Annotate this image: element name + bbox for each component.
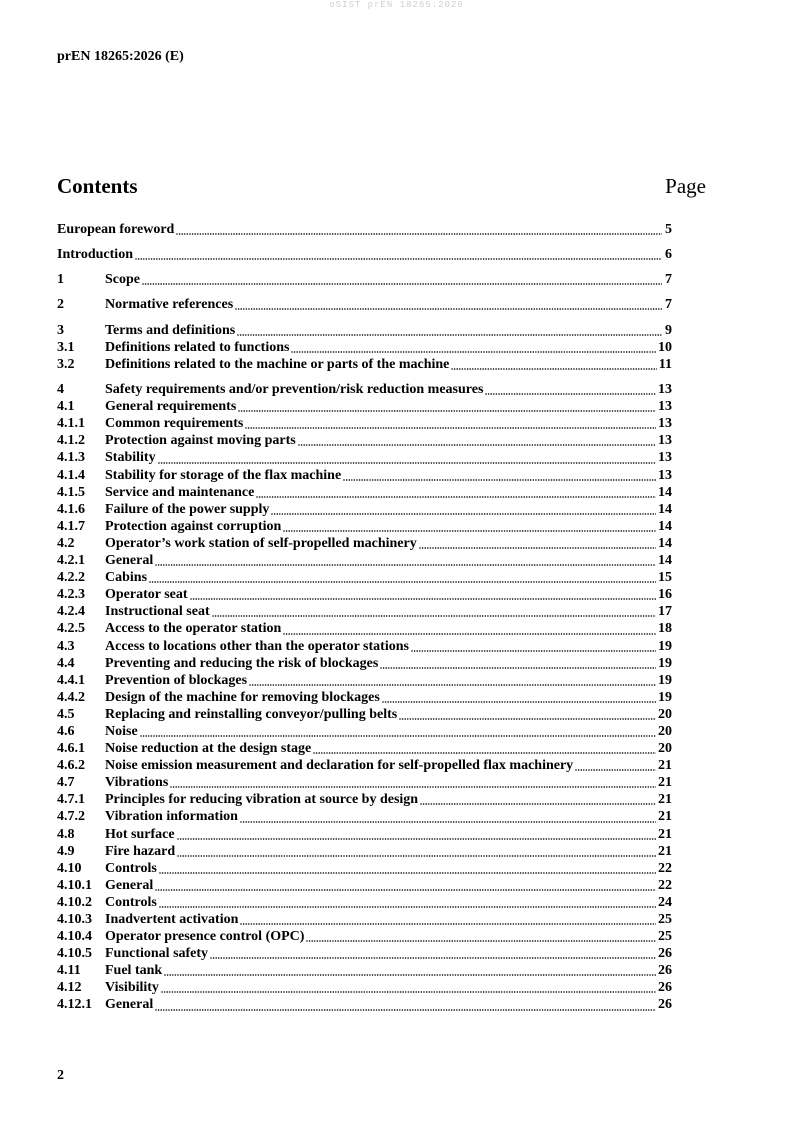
- page-column-label: Page: [665, 174, 706, 198]
- toc-entry[interactable]: [57, 381, 672, 398]
- toc-entry-title: Operator’s work station of self-propelled machinery: [105, 535, 417, 551]
- toc-dot-leader: [190, 586, 656, 603]
- toc-entry[interactable]: [57, 706, 672, 723]
- toc-entry[interactable]: [57, 603, 672, 620]
- toc-entry-title: Hot surface: [105, 826, 175, 842]
- toc-entry-title: Definitions related to functions: [105, 339, 290, 355]
- toc-dot-leader: [235, 296, 662, 313]
- toc-entry-page: 20: [658, 723, 672, 739]
- toc-entry-title: Prevention of blockages: [105, 672, 248, 688]
- toc-dot-leader: [298, 432, 656, 449]
- toc-entry-title: Preventing and reducing the risk of blockages: [105, 655, 379, 671]
- toc-entry-number: 2: [57, 297, 64, 313]
- toc-entry-title: Access to locations other than the operator stations: [105, 638, 409, 654]
- toc-entry[interactable]: [57, 518, 672, 535]
- toc-entry-page: 14: [658, 501, 672, 517]
- toc-dot-leader: [283, 620, 656, 637]
- toc-entry-number: 4.7: [57, 775, 75, 791]
- toc-entry-number: 4.1.3: [57, 450, 85, 466]
- toc-entry-page: 24: [658, 894, 672, 910]
- toc-entry[interactable]: [57, 894, 672, 911]
- toc-entry-number: 4.1.2: [57, 433, 85, 449]
- toc-dot-leader: [140, 723, 656, 740]
- toc-entry-title: Terms and definitions: [105, 322, 236, 338]
- toc-entry-title: Design of the machine for removing blockages: [105, 689, 380, 705]
- toc-dot-leader: [399, 706, 656, 723]
- toc-dot-leader: [343, 467, 656, 484]
- toc-entry-number: 4.2.2: [57, 570, 85, 586]
- toc-dot-leader: [155, 877, 656, 894]
- toc-entry-number: 4.2.3: [57, 587, 85, 603]
- toc-entry-page: 20: [658, 741, 672, 757]
- toc-entry-title: Vibrations: [105, 775, 169, 791]
- toc-entry[interactable]: [57, 808, 672, 825]
- toc-entry-page: 26: [658, 980, 672, 996]
- toc-entry-title: Failure of the power supply: [105, 501, 270, 517]
- toc-entry-number: 4.10.5: [57, 946, 92, 962]
- toc-entry-number: 4.7.2: [57, 809, 85, 825]
- toc-entry-title: Vibration information: [105, 809, 238, 825]
- toc-entry[interactable]: [57, 296, 672, 313]
- toc-entry-page: 21: [658, 775, 672, 791]
- toc-entry-number: 4.4: [57, 655, 75, 671]
- toc-dot-leader: [158, 449, 656, 466]
- toc-dot-leader: [313, 740, 656, 757]
- toc-entry-page: 7: [665, 272, 672, 288]
- toc-entry-title: General requirements: [105, 399, 237, 415]
- toc-entry-title: Stability: [105, 450, 156, 466]
- toc-dot-leader: [451, 356, 656, 373]
- toc-entry-page: 22: [658, 877, 672, 893]
- toc-entry-number: 4.10.1: [57, 877, 92, 893]
- toc-entry[interactable]: [57, 398, 672, 415]
- toc-entry-page: 6: [665, 246, 672, 262]
- footer-page-number: 2: [57, 1068, 64, 1083]
- toc-dot-leader: [240, 911, 656, 928]
- toc-entry-title: Visibility: [105, 980, 159, 996]
- toc-entry-number: 4.4.2: [57, 689, 85, 705]
- toc-entry-page: 25: [658, 929, 672, 945]
- toc-dot-leader: [306, 928, 656, 945]
- toc-entry[interactable]: [57, 322, 672, 339]
- toc-entry-number: 4.10.2: [57, 894, 92, 910]
- toc-entry-title: Protection against corruption: [105, 518, 282, 534]
- toc-entry-page: 21: [658, 792, 672, 808]
- toc-entry-page: 14: [658, 553, 672, 569]
- toc-entry-number: 4.1.1: [57, 416, 85, 432]
- toc-entry-title: Controls: [105, 894, 157, 910]
- toc-entry-page: 14: [658, 518, 672, 534]
- toc-entry[interactable]: [57, 774, 672, 791]
- toc-entry[interactable]: [57, 415, 672, 432]
- toc-entry-number: 4.2.5: [57, 621, 85, 637]
- toc-entry-title: Noise reduction at the design stage: [105, 741, 312, 757]
- toc-entry[interactable]: [57, 791, 672, 808]
- toc-entry[interactable]: [57, 638, 672, 655]
- toc-dot-leader: [155, 552, 656, 569]
- toc-entry-number: 3: [57, 322, 64, 338]
- toc-entry-page: 7: [665, 297, 672, 313]
- toc-entry[interactable]: [57, 877, 672, 894]
- toc-entry[interactable]: [57, 246, 672, 263]
- toc-entry-title: Access to the operator station: [105, 621, 282, 637]
- toc-entry-title: Service and maintenance: [105, 484, 255, 500]
- toc-entry-number: 4.3: [57, 638, 75, 654]
- toc-entry-page: 9: [665, 322, 672, 338]
- toc-entry-number: 4.6.1: [57, 741, 85, 757]
- toc-entry-title: Common requirements: [105, 416, 244, 432]
- toc-entry-title: European foreword: [57, 221, 175, 237]
- toc-entry-title: Controls: [105, 860, 157, 876]
- toc-dot-leader: [240, 808, 656, 825]
- toc-dot-leader: [256, 484, 656, 501]
- toc-dot-leader: [419, 535, 656, 552]
- toc-dot-leader: [245, 415, 656, 432]
- toc-dot-leader: [291, 339, 656, 356]
- toc-entry-number: 4.1: [57, 399, 75, 415]
- toc-entry[interactable]: [57, 467, 672, 484]
- toc-entry[interactable]: [57, 911, 672, 928]
- toc-entry-page: 19: [658, 655, 672, 671]
- document-identifier: prEN 18265:2026 (E): [57, 49, 184, 64]
- toc-entry-page: 5: [665, 221, 672, 237]
- toc-entry-page: 13: [658, 467, 672, 483]
- toc-dot-leader: [176, 221, 662, 238]
- toc-entry-title: Safety requirements and/or prevention/risk reduction measures: [105, 382, 484, 398]
- toc-dot-leader: [159, 860, 656, 877]
- toc-entry-page: 26: [658, 946, 672, 962]
- toc-entry-page: 14: [658, 535, 672, 551]
- toc-entry-page: 13: [658, 416, 672, 432]
- toc-entry[interactable]: [57, 484, 672, 501]
- toc-entry[interactable]: [57, 757, 672, 774]
- toc-entry[interactable]: [57, 928, 672, 945]
- toc-entry-number: 4.4.1: [57, 672, 85, 688]
- toc-entry-title: Noise: [105, 723, 138, 739]
- toc-entry-title: Operator presence control (OPC): [105, 929, 305, 945]
- toc-dot-leader: [177, 826, 656, 843]
- toc-entry-page: 21: [658, 826, 672, 842]
- toc-entry-number: 4.11: [57, 963, 81, 979]
- toc-entry-page: 22: [658, 860, 672, 876]
- toc-dot-leader: [159, 894, 656, 911]
- toc-entry[interactable]: [57, 655, 672, 672]
- toc-dot-leader: [149, 569, 656, 586]
- toc-entry-page: 17: [658, 604, 672, 620]
- toc-entry[interactable]: [57, 339, 672, 356]
- toc-entry-number: 4.1.4: [57, 467, 85, 483]
- toc-entry-page: 18: [658, 621, 672, 637]
- toc-entry-page: 19: [658, 638, 672, 654]
- toc-entry-page: 20: [658, 706, 672, 722]
- toc-entry[interactable]: [57, 586, 672, 603]
- toc-entry-title: Replacing and reinstalling conveyor/pulling belts: [105, 706, 398, 722]
- toc-entry-page: 25: [658, 912, 672, 927]
- toc-dot-leader: [210, 945, 656, 962]
- toc-entry[interactable]: [57, 962, 672, 979]
- toc-entry-number: 4: [57, 382, 64, 398]
- toc-entry-title: Principles for reducing vibration at source by design: [105, 792, 419, 808]
- toc-entry[interactable]: [57, 945, 672, 962]
- toc-entry[interactable]: [57, 221, 672, 238]
- toc-entry-title: Fuel tank: [105, 963, 163, 979]
- toc-dot-leader: [177, 843, 656, 860]
- toc-entry-title: Noise emission measurement and declaration for self-propelled flax machinery: [105, 758, 574, 774]
- toc-entry-number: 4.12: [57, 980, 82, 996]
- toc-entry-number: 3.2: [57, 356, 75, 372]
- toc-entry-number: 4.10.4: [57, 929, 92, 945]
- toc-entry-page: 13: [658, 382, 672, 398]
- toc-entry-page: 10: [658, 339, 672, 355]
- toc-dot-leader: [382, 689, 656, 706]
- toc-entry[interactable]: [57, 552, 672, 569]
- toc-entry[interactable]: [57, 740, 672, 757]
- toc-dot-leader: [142, 271, 662, 288]
- toc-entry-page: 19: [658, 672, 672, 688]
- toc-entry[interactable]: [57, 535, 672, 552]
- toc-entry-number: 4.9: [57, 843, 75, 859]
- toc-entry-title: Operator seat: [105, 587, 188, 603]
- toc-entry[interactable]: [57, 432, 672, 449]
- toc-entry-number: 4.2.4: [57, 604, 85, 620]
- toc-entry-page: 21: [658, 758, 672, 774]
- toc-entry[interactable]: [57, 449, 672, 466]
- toc-dot-leader: [238, 398, 656, 415]
- toc-entry[interactable]: [57, 501, 672, 518]
- toc-entry-title: Inadvertent activation: [105, 912, 239, 927]
- toc-entry-number: 4.12.1: [57, 997, 92, 1013]
- toc-entry[interactable]: [57, 843, 672, 860]
- toc-dot-leader: [161, 979, 656, 996]
- toc-dot-leader: [212, 603, 656, 620]
- toc-entry-title: Scope: [105, 272, 140, 288]
- toc-entry-number: 4.6: [57, 723, 75, 739]
- toc-dot-leader: [155, 996, 656, 1013]
- toc-entry-page: 19: [658, 689, 672, 705]
- contents-heading: Contents: [57, 174, 138, 198]
- toc-entry-number: 4.2.1: [57, 553, 85, 569]
- toc-dot-leader: [271, 501, 656, 518]
- toc-entry[interactable]: [57, 723, 672, 740]
- toc-entry-page: 13: [658, 433, 672, 449]
- toc-entry-page: 13: [658, 399, 672, 415]
- toc-entry-number: 4.8: [57, 826, 75, 842]
- toc-entry-page: 16: [658, 587, 672, 603]
- toc-entry-number: 4.10.3: [57, 912, 92, 927]
- toc-entry-number: 4.1.5: [57, 484, 85, 500]
- toc-entry-page: 13: [658, 450, 672, 466]
- toc-dot-leader: [420, 791, 656, 808]
- toc-entry-page: 26: [658, 997, 672, 1013]
- table-of-contents: [57, 221, 672, 1014]
- toc-entry-title: Functional safety: [105, 946, 209, 962]
- toc-entry-page: 11: [658, 356, 672, 372]
- toc-entry[interactable]: [57, 826, 672, 843]
- toc-entry[interactable]: [57, 979, 672, 996]
- toc-entry-number: 4.5: [57, 706, 75, 722]
- toc-entry-page: 21: [658, 809, 672, 825]
- toc-dot-leader: [135, 246, 662, 263]
- toc-entry-page: 14: [658, 484, 672, 500]
- toc-entry-number: 4.1.7: [57, 518, 85, 534]
- toc-entry-title: Normative references: [105, 297, 234, 313]
- toc-entry[interactable]: [57, 996, 672, 1013]
- toc-entry-number: 3.1: [57, 339, 75, 355]
- toc-entry-number: 4.7.1: [57, 792, 85, 808]
- toc-dot-leader: [283, 518, 656, 535]
- toc-entry-title: General: [105, 877, 154, 893]
- toc-entry-title: General: [105, 997, 154, 1013]
- toc-entry-number: 1: [57, 272, 64, 288]
- toc-entry[interactable]: [57, 569, 672, 586]
- toc-entry-title: Protection against moving parts: [105, 433, 296, 449]
- toc-entry-title: Cabins: [105, 570, 148, 586]
- toc-entry-title: Fire hazard: [105, 843, 176, 859]
- toc-entry[interactable]: [57, 689, 672, 706]
- toc-entry-number: 4.2: [57, 535, 75, 551]
- toc-dot-leader: [237, 322, 662, 339]
- toc-dot-leader: [170, 774, 656, 791]
- watermark: oSIST prEN 18265:2026: [329, 0, 464, 10]
- toc-dot-leader: [411, 638, 656, 655]
- toc-entry[interactable]: [57, 356, 672, 373]
- toc-dot-leader: [380, 655, 656, 672]
- toc-entry-number: 4.1.6: [57, 501, 85, 517]
- toc-dot-leader: [164, 962, 656, 979]
- toc-entry-title: General: [105, 553, 154, 569]
- toc-entry[interactable]: [57, 860, 672, 877]
- toc-entry-title: Definitions related to the machine or parts of the machine: [105, 356, 450, 372]
- toc-entry[interactable]: [57, 672, 672, 689]
- toc-entry-title: Introduction: [57, 246, 133, 262]
- toc-entry-page: 26: [658, 963, 672, 979]
- toc-entry-number: 4.6.2: [57, 758, 85, 774]
- toc-dot-leader: [249, 672, 656, 689]
- toc-entry[interactable]: [57, 271, 672, 288]
- toc-dot-leader: [485, 381, 656, 398]
- toc-entry-page: 21: [658, 843, 672, 859]
- toc-dot-leader: [575, 757, 656, 774]
- toc-entry[interactable]: [57, 620, 672, 637]
- toc-entry-number: 4.10: [57, 860, 82, 876]
- toc-entry-page: 15: [658, 570, 672, 586]
- toc-entry-title: Stability for storage of the flax machine: [105, 467, 342, 483]
- toc-entry-title: Instructional seat: [105, 604, 210, 620]
